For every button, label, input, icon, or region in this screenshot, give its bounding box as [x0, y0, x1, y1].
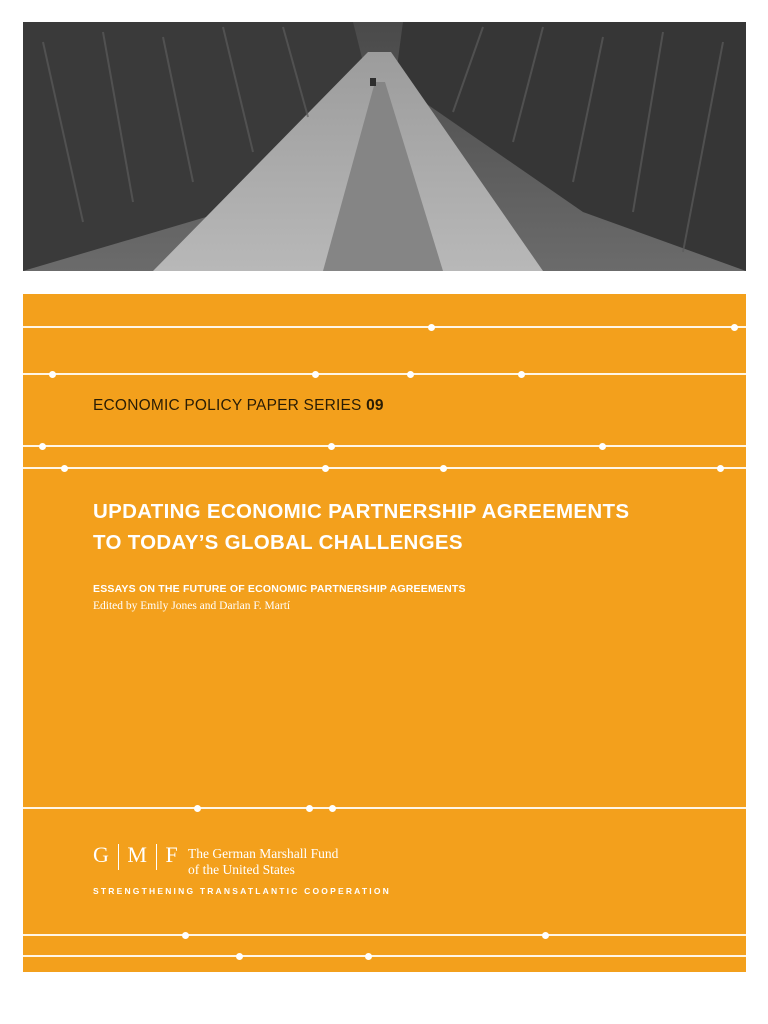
decorative-dot — [182, 932, 189, 939]
decorative-rule — [23, 807, 746, 809]
series-label — [93, 397, 384, 415]
editors-line: Edited by Emily Jones and Darlan F. Martí — [93, 600, 291, 612]
decorative-rule — [23, 467, 746, 469]
cover-panel — [23, 294, 746, 972]
decorative-rule — [23, 955, 746, 957]
decorative-dot — [322, 465, 329, 472]
decorative-dot — [440, 465, 447, 472]
logo-letter-m: M — [127, 842, 148, 867]
logo-letter-g: G — [93, 842, 110, 867]
decorative-dot — [428, 324, 435, 331]
decorative-dot — [312, 371, 319, 378]
decorative-dot — [542, 932, 549, 939]
series-number: 09 — [366, 397, 384, 414]
decorative-dot — [518, 371, 525, 378]
logo-letter-f: F — [165, 842, 179, 867]
decorative-dot — [599, 443, 606, 450]
decorative-dot — [61, 465, 68, 472]
decorative-dot — [39, 443, 46, 450]
decorative-dot — [194, 805, 201, 812]
title-line-2: TO TODAY’S GLOBAL CHALLENGES — [93, 531, 463, 554]
cover-photo-dirt-road — [23, 22, 746, 271]
decorative-rule — [23, 445, 746, 447]
decorative-dot — [365, 953, 372, 960]
logo-divider — [118, 844, 120, 870]
publisher-tagline: STRENGTHENING TRANSATLANTIC COOPERATION — [93, 886, 391, 896]
decorative-dot — [49, 371, 56, 378]
decorative-dot — [717, 465, 724, 472]
publisher-name — [188, 846, 338, 878]
decorative-rule — [23, 934, 746, 936]
document-title — [93, 496, 733, 558]
logo-divider — [156, 844, 158, 870]
decorative-dot — [236, 953, 243, 960]
publisher-name-line-2: of the United States — [188, 862, 295, 877]
decorative-dot — [407, 371, 414, 378]
decorative-dot — [731, 324, 738, 331]
decorative-rule — [23, 326, 746, 328]
decorative-dot — [306, 805, 313, 812]
subtitle: ESSAYS ON THE FUTURE OF ECONOMIC PARTNERSHIP AGREEMENTS — [93, 583, 466, 595]
publisher-name-line-1: The German Marshall Fund — [188, 846, 339, 861]
series-label-text: ECONOMIC POLICY PAPER SERIES — [93, 397, 362, 414]
decorative-dot — [328, 443, 335, 450]
road-photo-illustration — [23, 22, 746, 271]
decorative-rule — [23, 373, 746, 375]
title-line-1: UPDATING ECONOMIC PARTNERSHIP AGREEMENTS — [93, 500, 630, 523]
decorative-dot — [329, 805, 336, 812]
gmf-logo — [93, 842, 179, 870]
